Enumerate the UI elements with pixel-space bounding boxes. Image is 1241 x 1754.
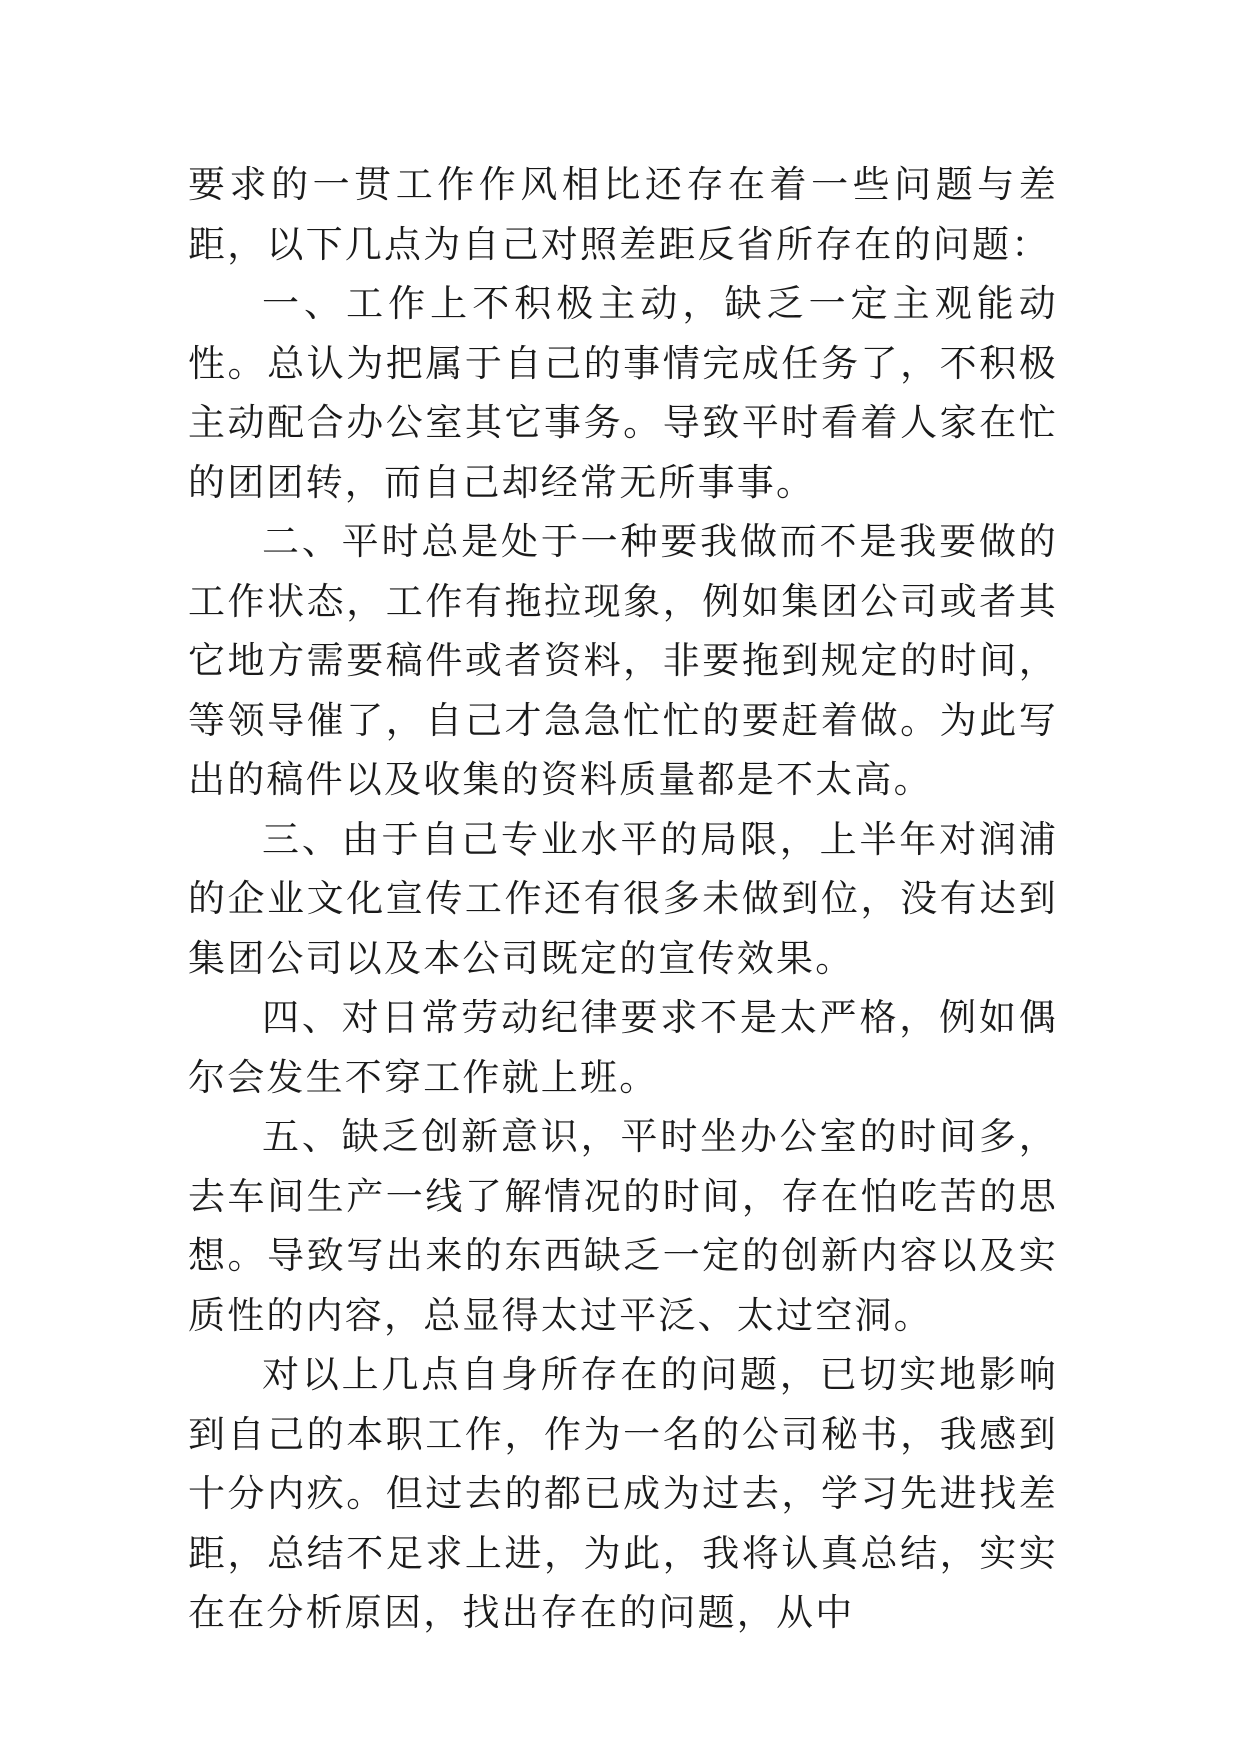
paragraph-point-3: 三、由于自己专业水平的局限，上半年对润浦的企业文化宣传工作还有很多未做到位，没有达到集团公司以及本公司既定的宣传效果。	[188, 817, 1058, 980]
paragraph-conclusion: 对以上几点自身所存在的问题，已切实地影响到自己的本职工作，作为一名的公司秘书，我感到十分内疚。但过去的都已成为过去，学习先进找差距，总结不足求上进，为此，我将认真总结，实实在在分析原因，找出存在的问题，从中	[188, 1353, 1058, 1634]
paragraph-point-2: 二、平时总是处于一种要我做而不是我要做的工作状态，工作有拖拉现象，例如集团公司或者其它地方需要稿件或者资料，非要拖到规定的时间，等领导催了，自己才急急忙忙的要赶着做。为此写出的稿件以及收集的资料质量都是不太高。	[188, 520, 1058, 801]
paragraph-intro: 要求的一贯工作作风相比还存在着一些问题与差距，以下几点为自己对照差距反省所存在的问题：	[188, 163, 1058, 266]
document-body	[188, 155, 1058, 1643]
paragraph-point-4: 四、对日常劳动纪律要求不是太严格，例如偶尔会发生不穿工作就上班。	[188, 996, 1058, 1099]
paragraph-point-5: 五、缺乏创新意识，平时坐办公室的时间多，去车间生产一线了解情况的时间，存在怕吃苦的思想。导致写出来的东西缺乏一定的创新内容以及实质性的内容，总显得太过平泛、太过空洞。	[188, 1115, 1058, 1337]
paragraph-point-1: 一、工作上不积极主动，缺乏一定主观能动性。总认为把属于自己的事情完成任务了，不积极主动配合办公室其它事务。导致平时看着人家在忙的团团转，而自己却经常无所事事。	[188, 282, 1058, 504]
